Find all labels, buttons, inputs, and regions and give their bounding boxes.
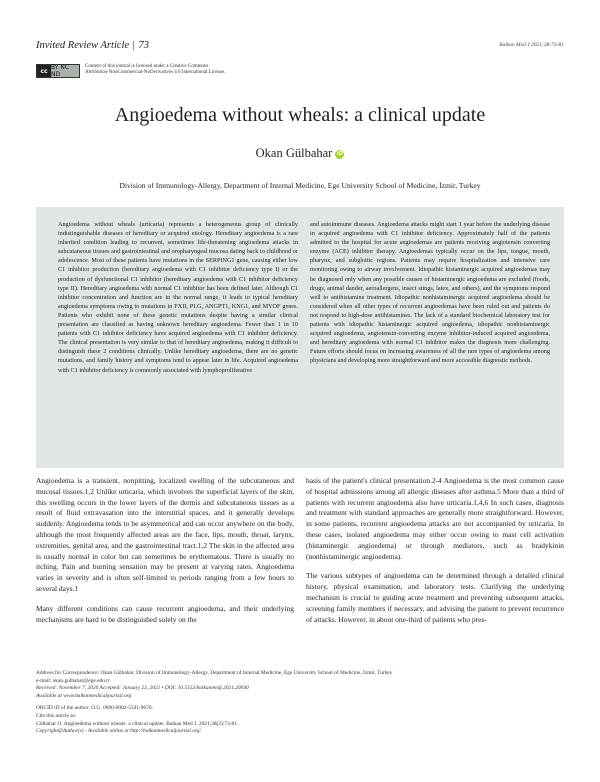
license-line-1: Content of this journal is licensed under a Creative Commons <box>85 64 209 69</box>
body-paragraph: Many different conditions can cause recurrent angioedema, and their underlying mechanisms are hard to be distinguished solely on the <box>36 603 294 624</box>
journal-citation: Balkan Med J 2021;38:73-81 <box>499 42 564 48</box>
running-header <box>36 40 149 51</box>
copyright-notice[interactable]: Copyright@Author(s) - Available online at http://balkanmedicaljournal.org/ <box>36 728 201 735</box>
cite-label: Cite this article as: <box>36 712 77 719</box>
orcid-icon[interactable]: iD <box>336 151 343 157</box>
body-paragraph: The various subtypes of angioedema can be determined through a detailed clinical history, physical examination, and laboratory tests. Clarifying the underlying mechanism is crucial to guiding acute treatment and preventing subsequent attacks, screening family members if necessary, and advising the patient to prevent recurrence of attacks. However, in about one-third of patients who pres- <box>306 571 564 624</box>
body-paragraph: basis of the patient's clinical presentation.2-4 Angioedema is the most common cause of hospital admissions among all allergic diseases after asthma.5 More than a third of patients with recurrent angioedema also have urticaria.1,4,6 In such cases, diagnosis and treatment with standard approaches are generally more straightforward. However, in some patients, recurrent angioedema attacks are not accompanied by urticaria. In these cases, isolated angioedema may either occur owing to mast cell activation (histaminergic angioedema) or through mediators, such as bradykinin (nonhistaminergic angioedema). <box>306 476 564 561</box>
author-line <box>0 146 600 161</box>
abstract-box <box>36 207 564 468</box>
body-column-left <box>36 476 294 625</box>
license-line-2: Attribution-NonCommercial-NoDerivatives 4.0 International License. <box>85 70 226 76</box>
journal-section: Invited Review Article <box>36 40 130 51</box>
header-separator: | <box>132 40 135 51</box>
cite-text: Gülbahar O. Angioedema without wheals: a clinical update. Balkan Med J. 2021;38(2):73-81. <box>36 720 239 727</box>
article-footer <box>36 670 564 736</box>
article-title: Angioedema without wheals: a clinical update <box>114 104 486 126</box>
author-affiliation: Division of Immunology-Allergy, Department of Internal Medicine, Ege University School of Medicine, İzmir, Turkey <box>119 181 481 190</box>
cc-logo: cc <box>37 65 51 77</box>
correspondence-address: Address for Correspondence: Okan Gülbahar, Division of Immunology-Allergy, Department of Internal Medicine, Ege University School of Medicine, İzmir, Turkey <box>36 670 393 676</box>
license-text <box>85 64 305 77</box>
correspondence-email[interactable]: e-mail: okan.gulbahar@ege.edu.tr <box>36 677 110 684</box>
abstract-column-left: Angioedema without wheals (urticaria) represents a heterogeneous group of clinically indistinguishable diseases of hereditary or acquired etiology. Hereditary angioedema is a rare inherited condition leading to recurrent, sometimes life-threatening angioedema attacks in subcutaneous tissues and gastrointestinal and oropharyngeal mucosa dating back to childhood or adolescence. Most of these patients have mutations in the SERPING1 gene, causing either low C1 inhibitor production (hereditary angioedema with C1 inhibitor deficiency type I) or the production of dysfunctional C1 inhibitor (hereditary angioedema with C1 inhibitor deficiency type II). Hereditary angioedema with normal C1 inhibitor has been defined later. Although C1 inhibitor concentration and function are in the normal range, it leads to typical hereditary angioedema symptoms owing to mutations in FXII, PLG, ANGPT1, KNG1, and MYOF genes. Patients who exhibit none of these genetic mutations despite having a similar clinical presentation are classified as having unknown hereditary angioedema. Fewer than 1 in 10 patients with C1 inhibitor deficiency have acquired angioedema with C1 inhibitor deficiency. The clinical presentation is very similar to that of hereditary angioedema, making it difficult to distinguish these 2 conditions clinically. Unlike hereditary angioedema, there are no genetic mutations, and family history and symptoms tend to appear later in life. Acquired angioedema with C1 inhibitor deficiency is commonly associated with lymphoproliferative <box>58 221 298 374</box>
body-column-right <box>306 476 564 625</box>
available-at-link[interactable]: Available at www.balkanmedicaljournal.org <box>36 692 132 699</box>
author-name: Okan Gülbahar <box>255 146 333 160</box>
body-paragraph: Angioedema is a transient, nonpitting, localized swelling of the subcutaneous and mucosal tissues.1,2 Unlike urticaria, which involves the superficial layers of the skin, this swelling occurs in the lower layers of the dermis and subcutaneous tissues as a result of fluid extravasation into the interstitial spaces, and it generally develops suddenly. Angioedema tends to be asymmetrical and can occur anywhere on the body, although the most frequently affected areas are the face, lips, mouth, throat, larynx, extremities, genital area, and the gastrointestinal tract.1,2 The skin in the affected area is usually normal in color but can sometimes be erythematous. There is usually no itching. Pain and burning sensation may be present at varying rates. Angioedema varies in severity and is often self-limited to periods ranging from a few hours to several days.1 <box>36 476 294 593</box>
creative-commons-badge-icon[interactable] <box>36 64 80 78</box>
cc-terms: BY NC ND <box>51 64 70 78</box>
orcid-statement: ORCID iD of the author: O.G. 0000-0002-5341-9070. <box>36 705 153 712</box>
article-dates-doi: Received: November 7, 2020 Accepted: January 23, 2021 • DOI: 10.5152/balkanmedj.2021.20040 <box>36 685 249 692</box>
abstract-column-right: and autoimmune diseases. Angioedema attacks might start 1 year before the underlying disease in acquired angioedema with C1 inhibitor deficiency. Approximately half of the patients admitted to the hospital for acute angioedemas are patients receiving angiotensin converting enzyme (ACE) inhibitor therapy. Angioedemas typically occur on the lips, tongue, mouth, pharynx, and subglottic regions. Patients may require hospitalization and intensive care monitoring owing to airway involvement. Idiopathic histaminergic acquired angioedemas may be diagnosed only when any possible causes of histaminergic angioedema are excluded (foods, drugs, animal dander, aeroallergens, insect stings, latex, and others), and the symptoms respond well to antihistamine treatment. Idiopathic nonhistaminergic acquired angioedema should be considered when all other types of recurrent angioedemas have been ruled out and patients do not respond to high-dose antihistamines. The lack of a standard biochemical laboratory test for patients with idiopathic histaminergic acquired angioedema, idiopathic nonhistaminergic acquired angioedema, angiotensin-converting enzyme inhibitor-induced acquired angioedema, and hereditary angioedema with normal C1 inhibitor makes the diagnosis more challenging. Future efforts should focus on increasing awareness of all the rare types of angioedema among physicians and developing more straightforward and more accessible diagnostic methods. <box>310 221 550 365</box>
article-body <box>36 476 564 625</box>
page-number: 73 <box>138 40 149 51</box>
license-block <box>36 64 305 78</box>
